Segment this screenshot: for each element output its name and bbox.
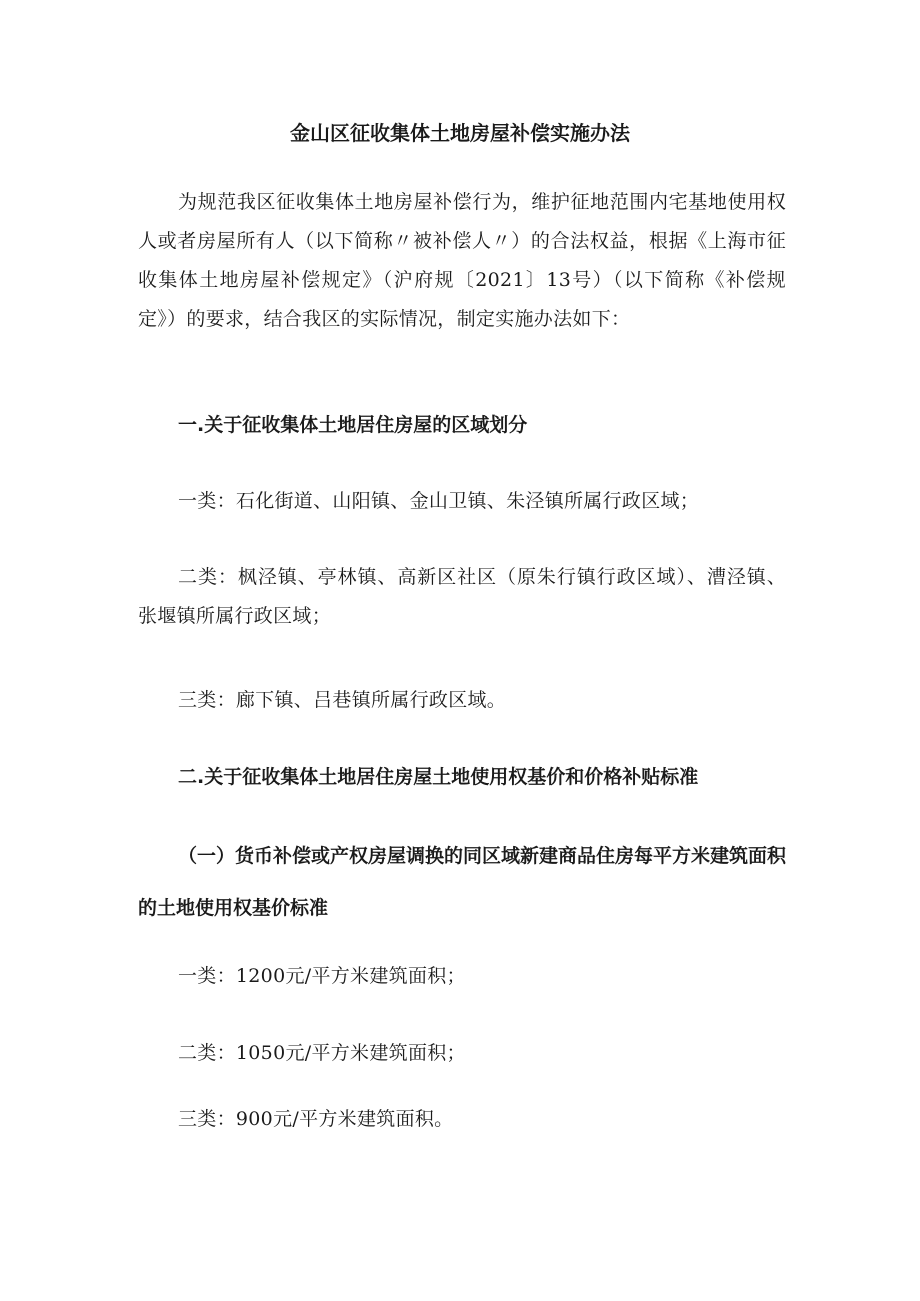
document-title: 金山区征收集体土地房屋补偿实施办法 [290, 121, 630, 145]
region-class-1: 一类：石化街道、山阳镇、金山卫镇、朱泾镇所属行政区域； [178, 490, 700, 512]
price-class-2: 二类：1050元/平方米建筑面积； [178, 1042, 466, 1064]
section-2-heading: 二.关于征收集体土地居住房屋土地使用权基价和价格补贴标准 [178, 766, 699, 788]
price-class-3: 三类：900元/平方米建筑面积。 [178, 1108, 454, 1130]
price-class-1: 一类：1200元/平方米建筑面积； [178, 965, 466, 987]
region-class-2: 二类：枫泾镇、亭林镇、高新区社区（原朱行镇行政区域）、漕泾镇、张堰镇所属行政区域； [138, 566, 786, 627]
subsection-1-heading: （一）货币补偿或产权房屋调换的同区域新建商品住房每平方米建筑面积的土地使用权基价标准 [138, 845, 787, 919]
section-1-heading: 一.关于征收集体土地居住房屋的区域划分 [178, 414, 528, 436]
intro-paragraph: 为规范我区征收集体土地房屋补偿行为，维护征地范围内宅基地使用权人或者房屋所有人（以下简称〃被补偿人〃）的合法权益，根据《上海市征收集体土地房屋补偿规定》（沪府规〔2021〕13号）（以下简称《补偿规定》）的要求，结合我区的实际情况，制定实施办法如下： [138, 191, 786, 330]
region-class-3: 三类：廊下镇、吕巷镇所属行政区域。 [178, 689, 507, 711]
